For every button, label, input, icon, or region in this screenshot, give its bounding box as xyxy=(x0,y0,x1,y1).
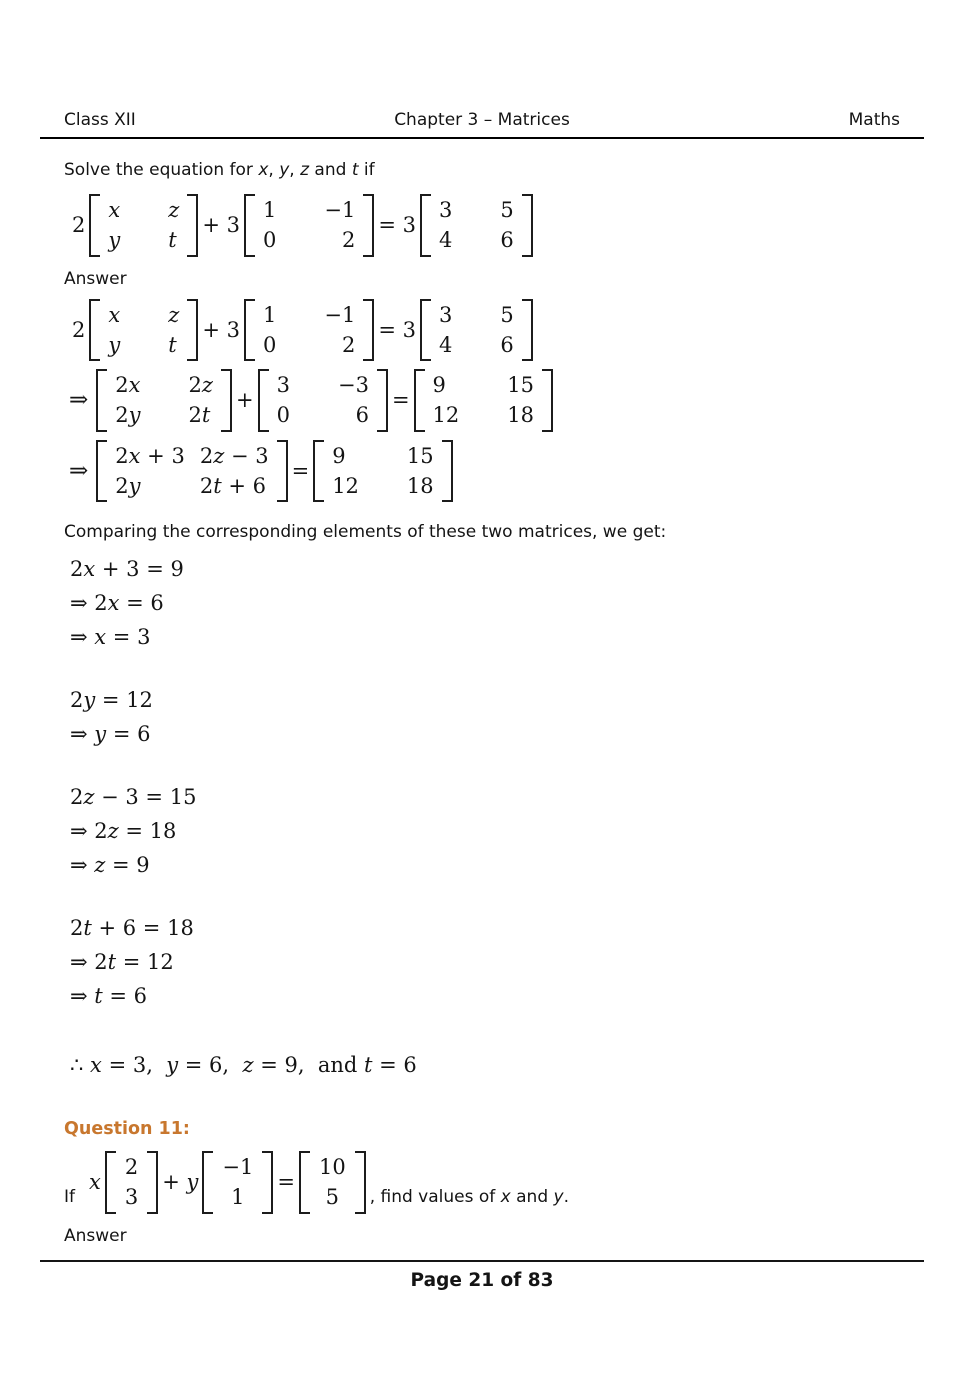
matrix-cell: y xyxy=(108,332,121,357)
matrix-cell: 1 xyxy=(231,1185,245,1210)
matrix-right-bracket xyxy=(542,369,553,432)
matrix-cell: 3 xyxy=(276,373,290,397)
matrix-right-bracket xyxy=(147,1151,158,1214)
equation-line: 2t + 6 = 18 xyxy=(70,916,194,940)
matrix-cell: −1 xyxy=(324,302,356,327)
matrix-cell: 2 xyxy=(124,1155,139,1179)
equation-step-1 xyxy=(69,369,900,432)
matrix-left-bracket xyxy=(96,369,107,432)
matrix-left-bracket xyxy=(89,299,100,362)
matrix-cell: y xyxy=(108,228,121,253)
matrix-left-bracket xyxy=(299,1151,310,1214)
matrix-cell: 15 xyxy=(406,443,434,468)
matrix-result xyxy=(414,369,553,432)
matrix-cell: 4 xyxy=(438,228,453,253)
matrix-right-bracket xyxy=(522,299,533,362)
header-divider xyxy=(40,137,924,139)
plus-coefficient: + 3 xyxy=(202,213,240,238)
equation-line: 2z − 3 = 15 xyxy=(70,785,197,809)
matrix-cell: 9 xyxy=(432,373,446,397)
matrix-left-bracket xyxy=(420,299,431,362)
equation-line: ⇒ 2x = 6 xyxy=(70,591,164,615)
matrix-right-bracket xyxy=(363,194,374,257)
page-footer xyxy=(40,1260,924,1291)
matrix-xzyt xyxy=(89,299,198,362)
equation-main-repeat xyxy=(69,299,900,362)
coefficient: 2 xyxy=(72,213,86,238)
equation-step-2 xyxy=(69,440,900,503)
plus-sign: + xyxy=(235,388,254,413)
matrix-right-bracket xyxy=(221,369,232,432)
matrix-right-bracket xyxy=(363,299,374,362)
matrix-cell: t xyxy=(168,332,177,357)
matrix-cell: 6 xyxy=(500,228,514,253)
answer-label: Answer xyxy=(64,1225,127,1246)
matrix-2x2z xyxy=(96,369,232,432)
matrix-cell: 2t + 6 xyxy=(199,473,266,498)
matrix-cell: 1 xyxy=(262,302,277,327)
equals-sign: = xyxy=(391,388,410,413)
header-subject-label: Maths xyxy=(848,110,900,130)
page-header xyxy=(64,0,900,130)
answer-label: Answer xyxy=(64,268,127,289)
matrix-cell: 3 xyxy=(438,198,453,222)
matrix-col-105 xyxy=(299,1151,366,1214)
matrix-cell: 2x xyxy=(115,373,141,397)
matrix-left-bracket xyxy=(414,369,425,432)
matrix-cell: 5 xyxy=(500,302,514,327)
page-number: Page 21 of 83 xyxy=(410,1270,554,1291)
equation-line: ⇒ x = 3 xyxy=(70,625,151,649)
matrix-cell: −1 xyxy=(222,1155,254,1179)
matrix-constants-1 xyxy=(244,299,374,362)
matrix-col-23 xyxy=(105,1151,158,1214)
matrix-left-bracket xyxy=(258,369,269,432)
implies-arrow: ⇒ xyxy=(69,387,89,414)
matrix-constants-2 xyxy=(420,299,533,362)
matrix-cell: 18 xyxy=(406,473,434,498)
matrix-cell: 9 xyxy=(332,443,346,468)
matrix-right-bracket xyxy=(187,194,198,257)
matrix-cell: 5 xyxy=(325,1185,339,1210)
equation-line: ⇒ 2z = 18 xyxy=(70,819,177,843)
matrix-cell: 2y xyxy=(115,473,141,498)
matrix-combined xyxy=(96,440,287,503)
matrix-right-bracket xyxy=(355,1151,366,1214)
comparing-text: Comparing the corresponding elements of these two matrices, we get: xyxy=(64,522,667,542)
conclusion-line: ∴ x = 3, y = 6, z = 9, and t = 6 xyxy=(70,1053,417,1077)
matrix-xzyt xyxy=(89,194,198,257)
matrix-cell: 0 xyxy=(262,332,277,357)
matrix-cell: 6 xyxy=(500,332,514,357)
matrix-cell: 3 xyxy=(124,1185,139,1210)
matrix-left-bracket xyxy=(89,194,100,257)
matrix-cell: z xyxy=(168,198,180,222)
matrix-col-neg11 xyxy=(202,1151,273,1214)
matrix-cell: 2 xyxy=(341,332,356,357)
matrix-cell: x xyxy=(108,302,121,327)
matrix-cell: 2x + 3 xyxy=(115,443,185,468)
matrix-left-bracket xyxy=(244,299,255,362)
matrix-cell: −3 xyxy=(337,373,369,397)
matrix-cell: 2 xyxy=(341,228,356,253)
matrix-cell: 10 xyxy=(318,1155,346,1179)
equation-line: ⇒ 2t = 12 xyxy=(70,950,174,974)
if-label: If xyxy=(64,1186,75,1207)
equation-line: 2x + 3 = 9 xyxy=(70,557,184,581)
equation-line: ⇒ t = 6 xyxy=(70,984,148,1008)
matrix-left-bracket xyxy=(105,1151,116,1214)
q11-question-text: , find values of x and y. xyxy=(369,1186,569,1207)
footer-divider xyxy=(40,1260,924,1262)
matrix-left-bracket xyxy=(244,194,255,257)
implies-arrow: ⇒ xyxy=(69,457,89,484)
matrix-cell: z xyxy=(168,302,180,327)
plus-coefficient-y: + y xyxy=(162,1170,199,1195)
matrix-cell: 15 xyxy=(507,373,535,397)
equation-main xyxy=(69,194,900,257)
matrix-result xyxy=(313,440,452,503)
matrix-right-bracket xyxy=(187,299,198,362)
matrix-cell: 2t xyxy=(188,403,211,428)
matrix-cell: t xyxy=(168,228,177,253)
equals-sign: = xyxy=(291,458,310,483)
matrix-cell: −1 xyxy=(324,198,356,222)
matrix-right-bracket xyxy=(262,1151,273,1214)
matrix-cell: 3 xyxy=(438,302,453,327)
matrix-cell: 2y xyxy=(115,403,141,428)
equals-sign: = xyxy=(277,1170,295,1195)
matrix-right-bracket xyxy=(442,440,453,503)
matrix-cell: 5 xyxy=(500,198,514,222)
matrix-constants-1 xyxy=(244,194,374,257)
matrix-right-bracket xyxy=(377,369,388,432)
matrix-cell: 18 xyxy=(507,403,535,428)
equation-line: 2y = 12 xyxy=(70,688,153,712)
matrix-left-bracket xyxy=(96,440,107,503)
q11-equation xyxy=(86,1151,367,1214)
matrix-cell: 0 xyxy=(276,403,290,428)
matrix-cell: 12 xyxy=(332,473,359,498)
plus-coefficient: + 3 xyxy=(202,317,240,342)
equation-line: ⇒ z = 9 xyxy=(70,853,150,877)
matrix-cell: 4 xyxy=(438,332,453,357)
header-class-label: Class XII xyxy=(64,110,136,130)
question-statement: Solve the equation for x, y, z and t if xyxy=(64,160,375,180)
matrix-3neg3 xyxy=(258,369,388,432)
coefficient: 2 xyxy=(72,317,86,342)
equals-coefficient: = 3 xyxy=(378,213,416,238)
matrix-cell: 0 xyxy=(262,228,277,253)
matrix-left-bracket xyxy=(202,1151,213,1214)
matrix-cell: x xyxy=(108,198,121,222)
matrix-cell: 12 xyxy=(432,403,460,428)
matrix-right-bracket xyxy=(522,194,533,257)
equation-line: ⇒ y = 6 xyxy=(70,722,151,746)
question-heading: Question 11: xyxy=(64,1119,190,1139)
matrix-constants-2 xyxy=(420,194,533,257)
matrix-right-bracket xyxy=(277,440,288,503)
matrix-cell: 6 xyxy=(355,403,369,428)
matrix-cell: 1 xyxy=(262,198,277,222)
header-chapter-title: Chapter 3 – Matrices xyxy=(394,110,570,130)
matrix-left-bracket xyxy=(420,194,431,257)
coefficient-x: x xyxy=(89,1170,101,1195)
equals-coefficient: = 3 xyxy=(378,317,416,342)
matrix-cell: 2z xyxy=(188,373,213,397)
q11-equation-line xyxy=(64,1151,900,1214)
matrix-cell: 2z − 3 xyxy=(199,443,269,468)
matrix-left-bracket xyxy=(313,440,324,503)
